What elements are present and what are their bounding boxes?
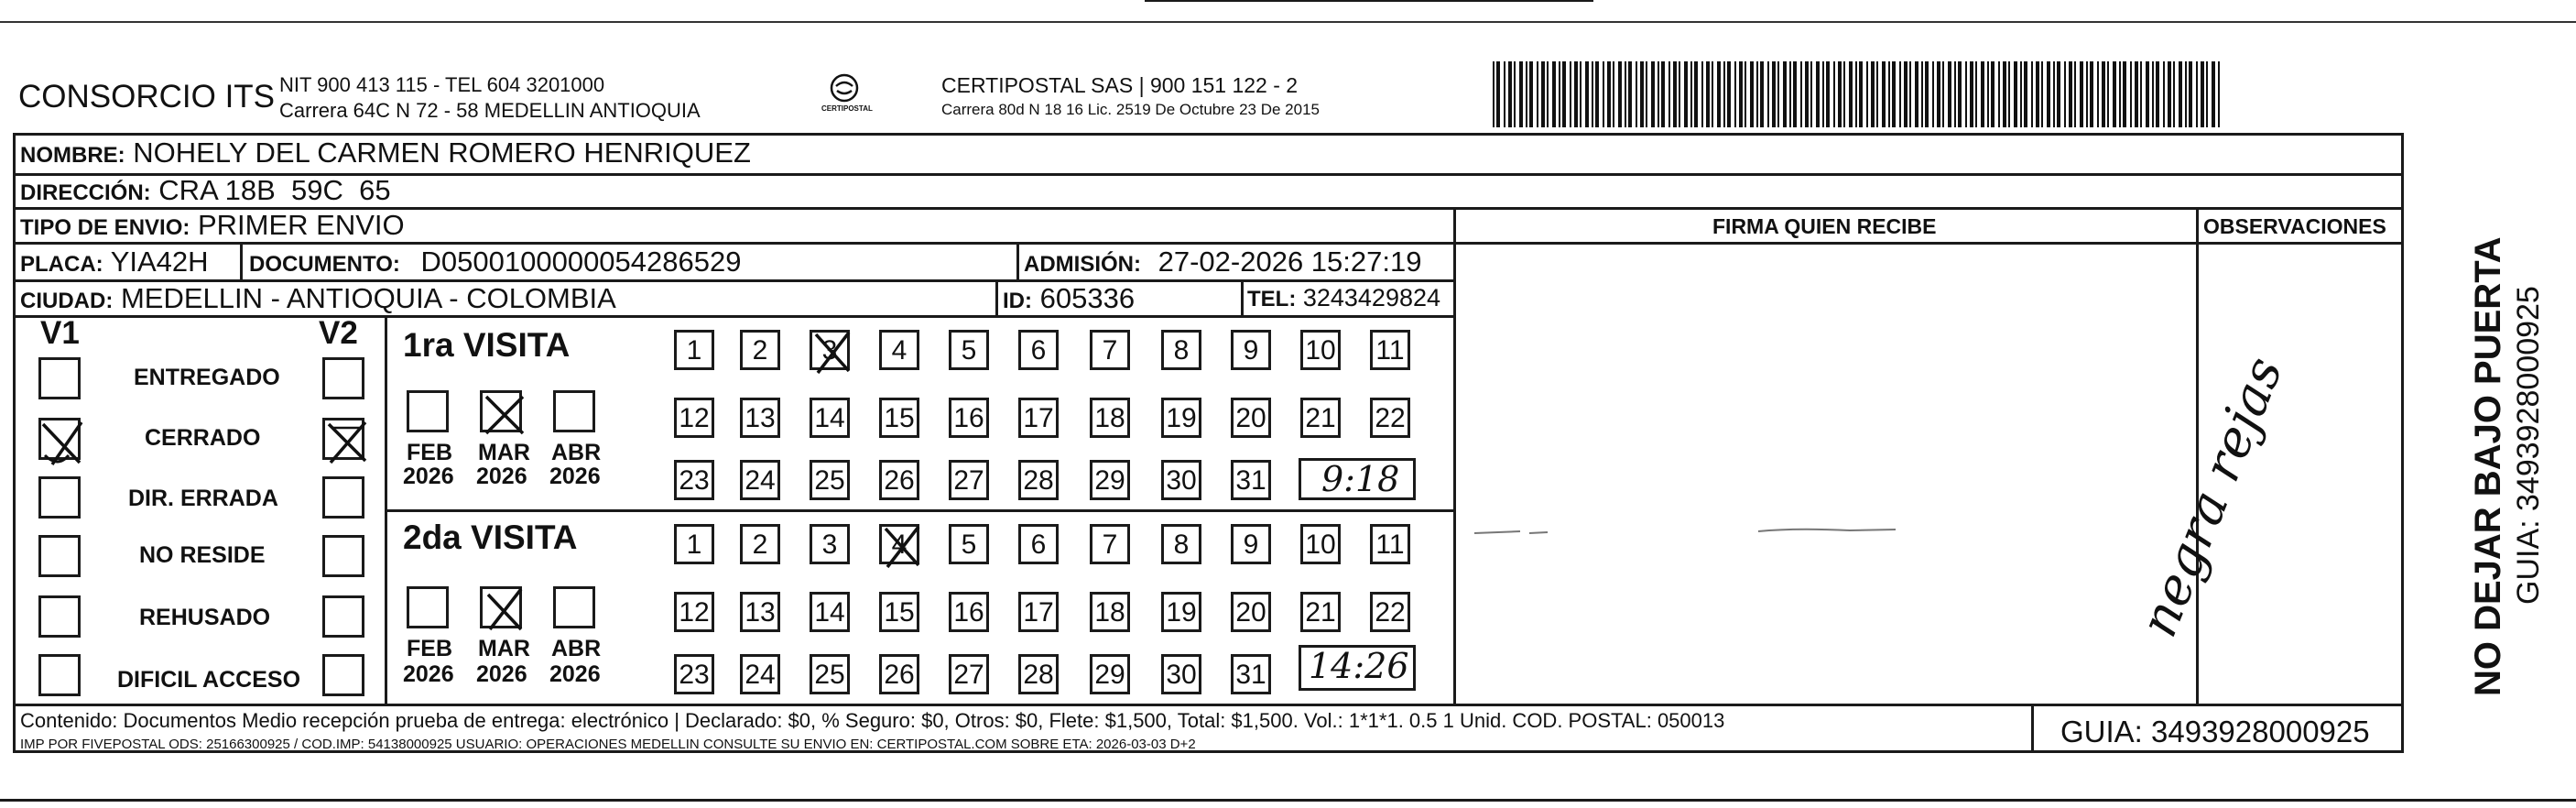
first-visit-day-24[interactable]: 24 xyxy=(740,460,780,500)
nombre-field xyxy=(20,136,751,169)
second-visit-day-2[interactable]: 2 xyxy=(740,524,780,564)
second-visit-day-12[interactable]: 12 xyxy=(674,592,714,632)
second-visit-day-3[interactable]: 3 xyxy=(810,524,850,564)
direccion-value: CRA 18B 59C 65 xyxy=(158,174,391,206)
second-visit-day-30[interactable]: 30 xyxy=(1161,654,1201,694)
first-visit-day-14[interactable]: 14 xyxy=(810,398,850,438)
first-visit-abr-checkbox[interactable] xyxy=(553,390,595,432)
second-visit-day-23[interactable]: 23 xyxy=(674,654,714,694)
v1-dir-errada-checkbox[interactable] xyxy=(38,476,81,519)
v1-cerrado-checkbox[interactable] xyxy=(38,418,81,460)
first-visit-day-25[interactable]: 25 xyxy=(810,460,850,500)
first-visit-day-27[interactable]: 27 xyxy=(949,460,989,500)
v1-label: V1 xyxy=(40,315,80,351)
second-visit-day-29[interactable]: 29 xyxy=(1090,654,1130,694)
first-visit-day-5[interactable]: 5 xyxy=(949,330,989,370)
documento-value: D0500100000054286529 xyxy=(420,246,742,278)
first-year-abr: 2026 xyxy=(549,464,601,489)
side-guia: GUIA: 3493928000925 xyxy=(2511,286,2546,605)
first-visit-day-4[interactable]: 4 xyxy=(879,330,919,370)
tel-field xyxy=(1247,284,1440,312)
second-visit-day-27[interactable]: 27 xyxy=(949,654,989,694)
v2-dir-errada-checkbox[interactable] xyxy=(322,476,364,519)
second-visit-abr-checkbox[interactable] xyxy=(553,586,595,628)
v2-dificil-acceso-checkbox[interactable] xyxy=(322,654,364,696)
nombre-value: NOHELY DEL CARMEN ROMERO HENRIQUEZ xyxy=(133,136,751,169)
second-year-abr: 2026 xyxy=(549,661,601,687)
ciudad-field xyxy=(20,282,616,315)
first-visit-feb-checkbox[interactable] xyxy=(407,390,449,432)
second-month-abr: ABR xyxy=(551,636,602,661)
second-visit-day-20[interactable]: 20 xyxy=(1231,592,1271,632)
first-visit-day-13[interactable]: 13 xyxy=(740,398,780,438)
barcode xyxy=(1493,61,2225,127)
row-line xyxy=(13,242,2404,245)
second-visit-day-1[interactable]: 1 xyxy=(674,524,714,564)
first-visit-day-2[interactable]: 2 xyxy=(740,330,780,370)
row-line xyxy=(13,704,2404,706)
second-visit-time: 14:26 xyxy=(1309,646,1409,686)
id-value: 605336 xyxy=(1039,282,1136,314)
first-visit-day-15[interactable]: 15 xyxy=(879,398,919,438)
second-visit-day-28[interactable]: 28 xyxy=(1018,654,1059,694)
logo-text: CERTIPOSTAL xyxy=(821,104,873,113)
v2-label: V2 xyxy=(319,315,358,351)
second-visit-time-box xyxy=(1299,645,1416,691)
first-visit-day-11[interactable]: 11 xyxy=(1370,330,1410,370)
second-visit-day-7[interactable]: 7 xyxy=(1090,524,1130,564)
second-visit-day-10[interactable]: 10 xyxy=(1300,524,1341,564)
first-month-feb: FEB xyxy=(407,440,452,465)
second-visit-day-6[interactable]: 6 xyxy=(1018,524,1059,564)
first-visit-day-1[interactable]: 1 xyxy=(674,330,714,370)
status-rehusado-label: REHUSADO xyxy=(139,605,271,630)
second-visit-day-4[interactable]: 4 xyxy=(879,524,919,564)
col-line xyxy=(240,242,243,279)
col-line xyxy=(995,279,998,315)
second-visit-mar-checkbox[interactable] xyxy=(480,586,522,628)
nit-line: NIT 900 413 115 - TEL 604 3201000 xyxy=(279,73,605,96)
placa-value: YIA42H xyxy=(110,246,209,278)
first-visit-day-26[interactable]: 26 xyxy=(879,460,919,500)
cross-mark-icon xyxy=(876,521,928,573)
footer-contenido: Contenido: Documentos Medio recepción prueba de entrega: electrónico | Declarado: $0, % Seguro: $0, Otros: $0, Flete: $1,500, Total: $1,500. Vol.: 1*1*1. 0.5 1 Unid. COD. POSTAL: 050013 xyxy=(20,709,1725,732)
first-month-abr: ABR xyxy=(551,440,602,465)
second-visit-day-8[interactable]: 8 xyxy=(1161,524,1201,564)
first-month-mar: MAR xyxy=(478,440,530,465)
first-visit-day-30[interactable]: 30 xyxy=(1161,460,1201,500)
first-visit-day-28[interactable]: 28 xyxy=(1018,460,1059,500)
v1-rehusado-checkbox[interactable] xyxy=(38,595,81,638)
first-visit-day-19[interactable]: 19 xyxy=(1161,398,1201,438)
second-month-feb: FEB xyxy=(407,636,452,661)
admision-label: ADMISIÓN: xyxy=(1024,252,1141,277)
v2-rehusado-checkbox[interactable] xyxy=(322,595,364,638)
id-field xyxy=(1003,282,1135,315)
first-visit-mar-checkbox[interactable] xyxy=(480,390,522,432)
cross-mark-icon xyxy=(807,327,858,378)
second-visit-day-24[interactable]: 24 xyxy=(740,654,780,694)
first-visit-day-20[interactable]: 20 xyxy=(1231,398,1271,438)
first-visit-day-9[interactable]: 9 xyxy=(1231,330,1271,370)
footer-guia: GUIA: 3493928000925 xyxy=(2060,715,2370,748)
second-visit-day-14[interactable]: 14 xyxy=(810,592,850,632)
admision-value: 27-02-2026 15:27:19 xyxy=(1158,246,1422,278)
col-line xyxy=(1016,242,1019,279)
firma-header: FIRMA QUIEN RECIBE xyxy=(1712,214,1937,238)
tel-label: TEL: xyxy=(1247,287,1297,311)
second-visit-day-5[interactable]: 5 xyxy=(949,524,989,564)
second-visit-day-21[interactable]: 21 xyxy=(1300,592,1341,632)
status-cerrado-label: CERRADO xyxy=(145,425,261,451)
documento-field xyxy=(249,246,741,278)
certipostal-logo-icon xyxy=(817,71,872,117)
side-warning: NO DEJAR BAJO PUERTA xyxy=(2468,236,2508,696)
first-visit-day-6[interactable]: 6 xyxy=(1018,330,1059,370)
first-visit-day-29[interactable]: 29 xyxy=(1090,460,1130,500)
first-visit-time: 9:18 xyxy=(1321,459,1400,499)
top-border-line xyxy=(0,21,2576,23)
tel-value: 3243429824 xyxy=(1302,284,1441,311)
second-visit-title: 2da VISITA xyxy=(403,519,578,556)
observations-text: negra rejas xyxy=(2128,348,2295,646)
signature-scribble xyxy=(1465,522,2179,540)
documento-label: DOCUMENTO: xyxy=(249,252,400,277)
status-entregado-label: ENTREGADO xyxy=(134,365,280,390)
second-month-mar: MAR xyxy=(478,636,530,661)
ciudad-value: MEDELLIN - ANTIOQUIA - COLOMBIA xyxy=(120,282,616,314)
second-year-mar: 2026 xyxy=(476,661,527,687)
cross-mark-icon xyxy=(36,415,91,470)
status-dir-errada-label: DIR. ERRADA xyxy=(128,486,278,511)
second-visit-day-13[interactable]: 13 xyxy=(740,592,780,632)
v2-no-reside-checkbox[interactable] xyxy=(322,535,364,577)
address-line: Carrera 64C N 72 - 58 MEDELLIN ANTIOQUIA xyxy=(279,99,701,122)
direccion-field xyxy=(20,174,391,207)
bottom-border-line xyxy=(0,799,2576,802)
second-visit-day-25[interactable]: 25 xyxy=(810,654,850,694)
first-visit-title: 1ra VISITA xyxy=(403,326,571,364)
second-visit-day-31[interactable]: 31 xyxy=(1231,654,1271,694)
first-visit-day-21[interactable]: 21 xyxy=(1300,398,1341,438)
second-visit-day-26[interactable]: 26 xyxy=(879,654,919,694)
tipo-value: PRIMER ENVIO xyxy=(197,209,405,241)
observaciones-header: OBSERVACIONES xyxy=(2203,214,2386,238)
v1-dificil-acceso-checkbox[interactable] xyxy=(38,654,81,696)
col-line xyxy=(1453,207,1456,704)
first-visit-day-16[interactable]: 16 xyxy=(949,398,989,438)
first-visit-day-3[interactable]: 3 xyxy=(810,330,850,370)
second-visit-day-9[interactable]: 9 xyxy=(1231,524,1271,564)
first-year-feb: 2026 xyxy=(403,464,454,489)
ciudad-label: CIUDAD: xyxy=(20,289,114,313)
second-visit-day-18[interactable]: 18 xyxy=(1090,592,1130,632)
first-visit-time-box xyxy=(1299,458,1416,500)
license-line: Carrera 80d N 18 16 Lic. 2519 De Octubre 23 De 2015 xyxy=(941,101,1320,118)
second-visit-feb-checkbox[interactable] xyxy=(407,586,449,628)
id-label: ID: xyxy=(1003,289,1032,313)
col-line xyxy=(2031,704,2034,753)
footer-imp: IMP POR FIVEPOSTAL ODS: 25166300925 / COD.IMP: 54138000925 USUARIO: OPERACIONES MEDELLIN CONSULTE SU ENVIO EN: CERTIPOSTAL.COM SOBRE ETA: 2026-03-03 D+2 xyxy=(20,737,1196,752)
cross-mark-icon xyxy=(477,584,532,639)
top-edge-line xyxy=(1145,0,1593,2)
direccion-label: DIRECCIÓN: xyxy=(20,180,151,205)
first-visit-day-17[interactable]: 17 xyxy=(1018,398,1059,438)
certipostal-line: CERTIPOSTAL SAS | 900 151 122 - 2 xyxy=(941,73,1299,97)
second-visit-day-17[interactable]: 17 xyxy=(1018,592,1059,632)
col-line xyxy=(1241,279,1244,315)
cross-mark-icon xyxy=(320,415,375,470)
company-name: CONSORCIO ITS xyxy=(18,79,276,115)
first-visit-day-18[interactable]: 18 xyxy=(1090,398,1130,438)
first-visit-day-7[interactable]: 7 xyxy=(1090,330,1130,370)
second-visit-day-22[interactable]: 22 xyxy=(1370,592,1410,632)
first-visit-day-12[interactable]: 12 xyxy=(674,398,714,438)
tipo-field xyxy=(20,209,405,242)
v2-cerrado-checkbox[interactable] xyxy=(322,418,364,460)
first-visit-day-22[interactable]: 22 xyxy=(1370,398,1410,438)
status-dificil-acceso-label: DIFICIL ACCESO xyxy=(117,667,301,693)
first-year-mar: 2026 xyxy=(476,464,527,489)
second-visit-day-16[interactable]: 16 xyxy=(949,592,989,632)
observations-handwriting xyxy=(2128,293,2399,678)
v1-entregado-checkbox[interactable] xyxy=(38,357,81,399)
visit-divider xyxy=(385,509,1453,512)
first-visit-day-31[interactable]: 31 xyxy=(1231,460,1271,500)
second-visit-day-11[interactable]: 11 xyxy=(1370,524,1410,564)
status-no-reside-label: NO RESIDE xyxy=(139,542,266,568)
second-year-feb: 2026 xyxy=(403,661,454,687)
row-line xyxy=(13,315,1453,318)
tipo-label: TIPO DE ENVIO: xyxy=(20,215,190,240)
nombre-label: NOMBRE: xyxy=(20,143,125,168)
cross-mark-icon xyxy=(477,388,532,442)
placa-label: PLACA: xyxy=(20,252,103,277)
placa-field xyxy=(20,246,209,278)
first-visit-day-8[interactable]: 8 xyxy=(1161,330,1201,370)
v2-entregado-checkbox[interactable] xyxy=(322,357,364,399)
first-visit-day-10[interactable]: 10 xyxy=(1300,330,1341,370)
admision-field xyxy=(1024,246,1421,278)
first-visit-day-23[interactable]: 23 xyxy=(674,460,714,500)
second-visit-day-19[interactable]: 19 xyxy=(1161,592,1201,632)
second-visit-day-15[interactable]: 15 xyxy=(879,592,919,632)
v1-no-reside-checkbox[interactable] xyxy=(38,535,81,577)
